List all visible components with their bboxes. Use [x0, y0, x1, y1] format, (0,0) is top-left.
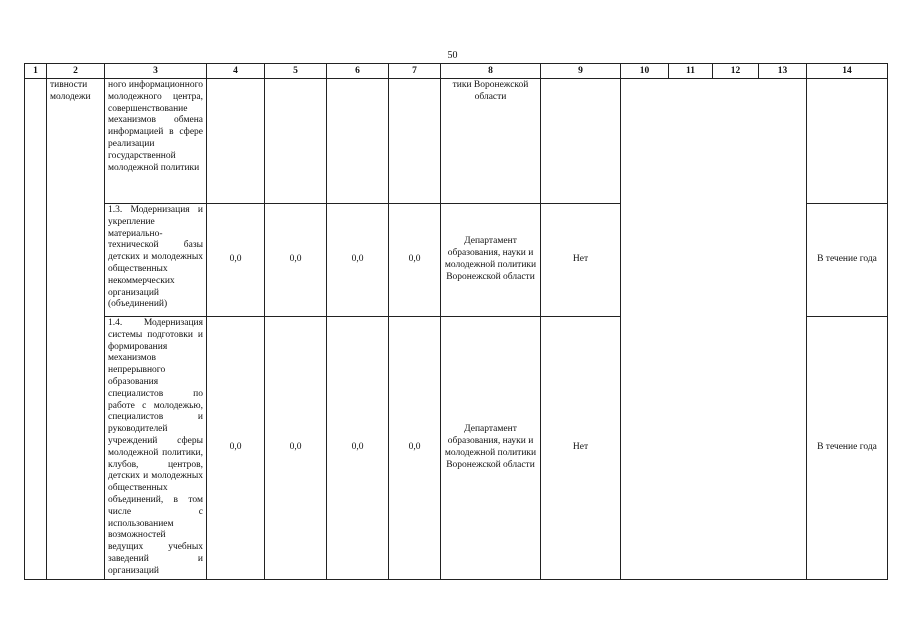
col-header: 8 — [441, 64, 541, 79]
cell-col2: тивности молодежи — [47, 79, 105, 580]
cell-col8: тики Воронежской области — [441, 79, 541, 204]
col-header: 9 — [541, 64, 621, 79]
cell-col3: ного информационного молодежного центра, совершенствование механизмов обмена информацией в сфере реализации государственной молодежной политики — [105, 79, 207, 204]
cell-col1 — [25, 79, 47, 580]
cell-col5: 0,0 — [265, 317, 327, 580]
table-row — [25, 79, 888, 204]
cell-col6: 0,0 — [327, 204, 389, 317]
cell-col9: Нет — [541, 317, 621, 580]
col-header: 14 — [807, 64, 888, 79]
column-number-row — [25, 64, 888, 79]
cell-col4: 0,0 — [207, 204, 265, 317]
cell-col5 — [265, 79, 327, 204]
cell-col4 — [207, 79, 265, 204]
program-table — [24, 63, 888, 580]
cell-col9 — [541, 79, 621, 204]
cell-col7 — [389, 79, 441, 204]
cell-col14: В течение года — [807, 204, 888, 317]
cell-col7: 0,0 — [389, 317, 441, 580]
cell-col10-13 — [621, 79, 807, 580]
cell-col14 — [807, 79, 888, 204]
col-header: 3 — [105, 64, 207, 79]
col-header: 13 — [759, 64, 807, 79]
cell-col4: 0,0 — [207, 317, 265, 580]
cell-col3: 1.3. Модернизация и укрепление материально-технической базы детских и молодежных общественных некоммерческих организаций (объединений) — [105, 204, 207, 317]
cell-col3: 1.4. Модернизация системы подготовки и формирования механизмов непрерывного образования специалистов по работе с молодежью, специалистов и руководителей учреждений сферы молодежной политики, клубов, центров, детских и молодежных общественных объединений, в том числе с использованием возможностей ведущих учебных заведений и организаций — [105, 317, 207, 580]
page-number: 50 — [447, 50, 458, 61]
col-header: 6 — [327, 64, 389, 79]
cell-col7: 0,0 — [389, 204, 441, 317]
cell-col9: Нет — [541, 204, 621, 317]
col-header: 4 — [207, 64, 265, 79]
col-header: 2 — [47, 64, 105, 79]
col-header: 7 — [389, 64, 441, 79]
cell-col5: 0,0 — [265, 204, 327, 317]
col-header: 10 — [621, 64, 669, 79]
cell-col14: В течение года — [807, 317, 888, 580]
cell-col6: 0,0 — [327, 317, 389, 580]
cell-col8: Департамент образования, науки и молодежной политики Воронежской области — [441, 317, 541, 580]
cell-col8: Департамент образования, науки и молодежной политики Воронежской области — [441, 204, 541, 317]
col-header: 5 — [265, 64, 327, 79]
col-header: 12 — [713, 64, 759, 79]
col-header: 1 — [25, 64, 47, 79]
cell-col6 — [327, 79, 389, 204]
col-header: 11 — [669, 64, 713, 79]
